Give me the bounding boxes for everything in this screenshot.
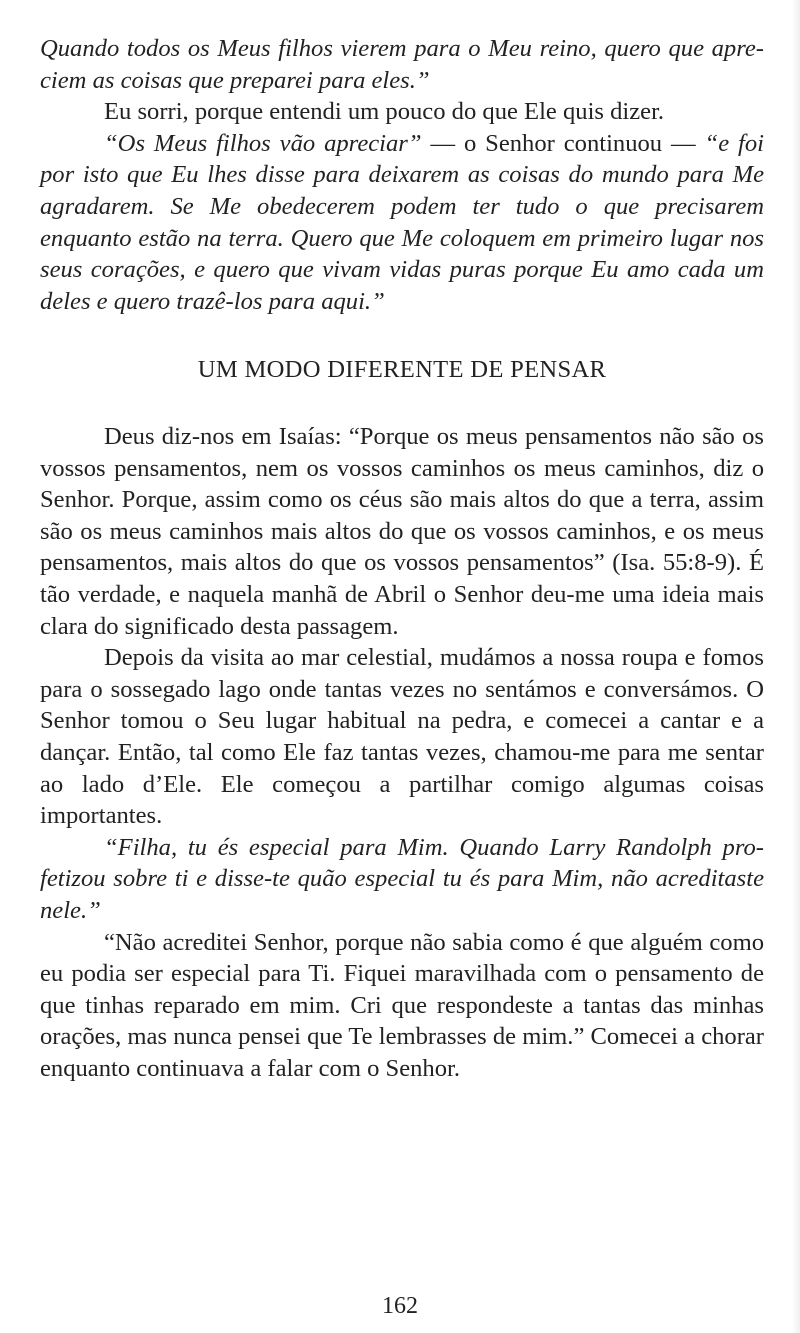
paragraph-quote-end: Quando todos os Meus filhos vierem para o Meu reino, quero que apreciem as coisas que preparei para eles.” (40, 35, 764, 94)
narration-text: — o Senhor continuou — (421, 129, 705, 157)
paragraph-lake-visit: Depois da visita ao mar celestial, mudámos a nossa roupa e fomos para o sossegado lago onde tantas vezes no sentámos e conversámos. O Senhor tomou o Seu lugar habitual na pedra, e comecei a cantar e a dançar. Então, tal como Ele faz tantas vezes, chamou-me para me sentar ao lado d’Ele. Ele começou a partilhar comigo algumas coisas importantes. (40, 644, 764, 830)
page-number: 162 (382, 1293, 418, 1319)
quote-continuation: “e foi por isto que Eu lhes disse para deixarem as coisas do mundo para Me agradarem. Se Me obedecerem podem ter tudo o que precisarem enquanto estão na terra. Quero que Me coloquem em primeiro lugar nos seus corações, e quero que vivam vidas puras porque Eu amo cada um deles e quero trazê-los para aqui.” (40, 129, 764, 315)
section-heading: UM MODO DIFERENTE DE PENSAR (197, 356, 607, 383)
paragraph-isaiah: Deus diz-nos em Isaías: “Porque os meus pensamentos não são os vossos pensamentos, nem os vossos caminhos os meus caminhos, diz o Senhor. Porque, assim como os céus são mais altos do que a terra, assim são os meus caminhos mais altos do que os vossos caminhos, e os meus pensamentos, mais altos do que os vossos pensamentos” (Isa. 55:8-9). É tão verdade, e naquela manhã de Abril o Senhor deu-me uma ideia mais clara do significado desta passagem. (40, 423, 764, 640)
page-edge-shadow (792, 0, 800, 1333)
paragraph-daughter-special: “Filha, tu és especial para Mim. Quando Larry Randolph profetizou sobre ti e disse-te quão especial tu és para Mim, não acreditaste nele.” (40, 833, 764, 924)
quote-opening: “Os Meus filhos vão apreciar” (104, 129, 422, 157)
paragraph-smile: Eu sorri, porque entendi um pouco do que Ele quis dizer. (104, 98, 665, 126)
paragraph-lord-speaks (40, 128, 764, 318)
text-block-main (40, 421, 764, 1084)
paragraph-reply: “Não acreditei Senhor, porque não sabia como é que alguém como eu podia ser especial para Ti. Fiquei maravilhada com o pensamento de que tinhas reparado em mim. Cri que respondeste a tantas das minhas orações, mas nunca pensei que Te lembrasses de mim.” Comecei a chorar enquanto continuava a falar com o Senhor. (40, 928, 764, 1082)
text-block-top (40, 33, 764, 317)
